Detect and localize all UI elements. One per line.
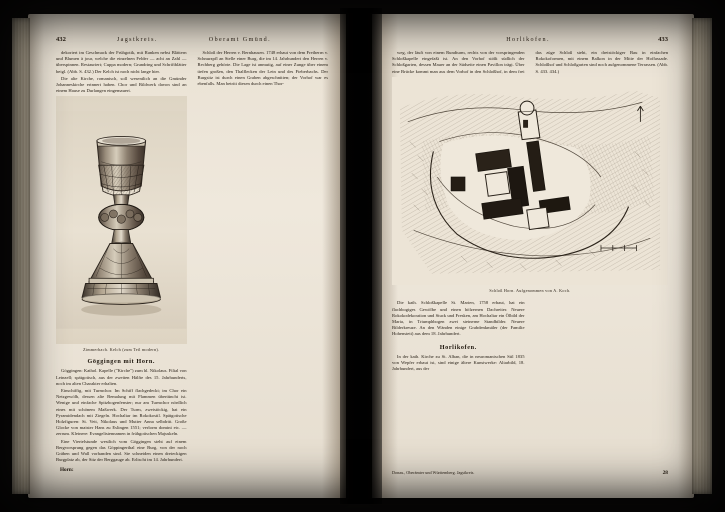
figure-caption: Schloß Horn. Aufgenommen von A. Koch. <box>489 288 571 294</box>
chalice-engraving <box>56 96 187 344</box>
paragraph: weg, der läuft von einem Rundturm, rechts von der vorspringenden Schloßkapelle eingefaßt ist. An den Vorhof stößt südlich der Schloßgarten, dessen Mauer an der Südseite einen Pavillon trägt. Über eine Brücke kommt man aus dem Vorhof in den Schloßhof, in dem frei das züge Schloß steht, ein dreistöckiger Bau in einfachen Rokokoformen, mit einem Balkon in der Mitte der Hoffassade. Schloßhof und Schloßgarten sind noch aufgenommene Terrassen. (Abb. S. 433. 434.) <box>392 50 668 74</box>
right-page <box>372 14 694 498</box>
running-head-title-a: Jagstkreis. <box>116 37 158 43</box>
paragraph: Schloß der Herren v. Bernhausen. 1748 erhaut von dem Freiherrn v. Schnurzpfl an Stelle einer Burg, die im 14. Jahrhundert den Herren v. Rechberg gehörte. Die Lage ist anmutig, auf einer Zunge über einem tiefen großen, den Thalflecken der Lein und des Fieberbachs. Der Burgsitz ist durch einen Graben abgeschnitten; der Vorhof war es ebenfalls. Man betritt diesen durch einen Thor- <box>197 50 328 87</box>
paragraph: Die kath. Schloßkapelle St. Marien, 1758 erbaut, hat ein flachbogiges Gewölbe und einen hölzernen Dachreiter. Neuere Rokokodekoration und Stuck und Fresken, am Hochaltar ein Ölbild der Maria, in Triumphbogen zwei steinerne Standbilder. Neuere Bilderkreuze. An den Wänden einige Grabdenkmäler (der Familie Hohenstett) aus dem 18. Jahrhundert. <box>392 300 525 337</box>
right-text-columns <box>392 50 668 474</box>
page-edge-left <box>12 18 30 494</box>
page-footer <box>392 470 668 476</box>
plan-figure <box>392 77 668 298</box>
footer-signature: 28 <box>662 470 668 476</box>
running-head-right <box>392 36 668 43</box>
section-heading-goeggingen: Göggingen mit Horn. <box>87 358 156 366</box>
section-subheading: Göggingen: Kathol. Kapelle ("Kirche") zum hl. Nikolaus. Filial von Leinzell; spätgotisch, aus der zweiten Hälfte des 15. Jahrhunderts, noch im alten Charakter erhalten. <box>56 368 187 386</box>
book-gutter <box>340 8 382 504</box>
paragraph: Die alte Kirche, romanisch, soll wesentlich an die Gmünder Johanneskirche erinnert haben. Chor und Bildwerk davon sind an einem Hause zu Durlangen eingemauert. <box>56 75 187 94</box>
figure-caption: Zimmerbach. Kelch (zum Teil modern). <box>83 347 160 353</box>
footer-series-text: Donau., Oberämter und Württemberg. Jagstkreis. <box>392 470 475 475</box>
folio-number: 433 <box>658 36 668 43</box>
chalice-illustration-svg <box>56 96 187 344</box>
building-block <box>451 177 465 191</box>
chalice-figure <box>56 96 187 352</box>
running-head-left <box>56 36 328 43</box>
paragraph: dekoriert im Geschmack der Frühgotik, mit Ranken nebst Blättern und Blumen à jour, welche die einzelnen Felder — acht an Zahl — überspinnen. Restauriert; Cuppa modern; Grundring und Schriftblätter beigl. (Abb. S. 432.) Der Kelch ist noch nicht lange hier. <box>56 50 187 74</box>
running-head-title-b: Oberamt Gmünd. <box>208 37 272 43</box>
paragraph: Einschiffig, mit Turmchor. Im Schiff flachgedeckt; im Chor ein Netzgewölb, dessen alte Bemalung mit Flammen übertüncht ist. Wenige und einfache Spitzbogenfenster; nur am Turmchor nördlich eines mit schönem Maßwerk. Der Turm, zweistöckig, hat ein Pyramidendach mit Ziegeln. Hochaltar im Rokokostil. Spätgotische Holzfiguren: St. Veit, Nikolaus und Mutter Anna selbdritt. Große Glocke von maister Hans zu Eslingen 1551; verlorm domini etc. — zerrum. Kleinere: Evangelistennamen in frühgotischen Majuskeln. <box>56 388 187 437</box>
courtyard-outline <box>485 172 509 196</box>
paragraph: In der kath. Kirche zu St. Alban, die in neuromanischen Stil 1835 von Wepfer erbaut ist, sind einige ältere Kunstwerke: Altarbild, 18. Jahrhundert, aus der <box>392 353 525 371</box>
page-edge-right <box>692 18 712 494</box>
left-page <box>28 14 346 498</box>
folio-number: 432 <box>56 36 66 43</box>
site-plan-svg <box>392 77 668 285</box>
left-text-columns <box>56 50 328 482</box>
section-heading-horlikofen: Horlikofen. <box>439 343 477 351</box>
running-head-title: Horlikofen. <box>506 37 550 43</box>
castle-site-plan <box>392 77 668 285</box>
garden-outline <box>527 208 549 230</box>
section-heading-horn: Horn: <box>60 467 74 474</box>
paragraph: Eine Viertelstunde westlich vom Göggingen steht auf einem Bergvorsprung gegen das Göppingerthal eine Burg, von der noch Gräben und Wall vorhanden sind. Sie schneiden einen dreieckigen Burgplatz ab, der Sitz der Berggauge ab. Erlischt im 14. Jahrhundert. <box>56 438 187 463</box>
